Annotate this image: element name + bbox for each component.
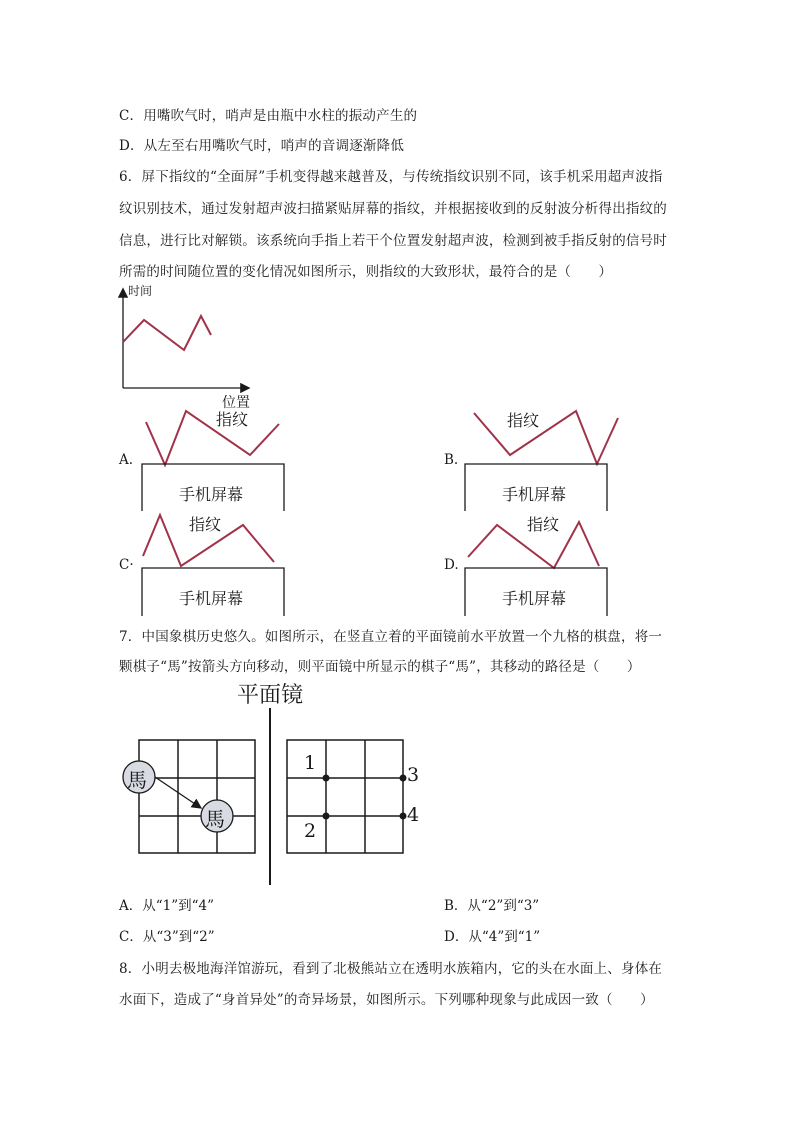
q7-option-c: C．从“3”到“2”: [119, 929, 215, 945]
q6-option-d-screen-label: 手机屏幕: [502, 589, 567, 608]
q6-option-b-letter: B.: [444, 452, 459, 468]
q6-stem-line3: 信息，进行比对解锁。该系统向手指上若干个位置发射超声波，检测到被手指反射的信号时: [119, 233, 667, 249]
q6-option-d-fingerprint-label: 指纹: [527, 515, 560, 534]
q7-option-a: A．从“1”到“4”: [119, 898, 215, 914]
q6-option-a-fingerprint-label: 指纹: [216, 410, 249, 429]
piece-end-label: 馬: [205, 807, 225, 831]
q6-option-c-screen-label: 手机屏幕: [179, 589, 244, 608]
q8-stem-line2: 水面下，造成了“身首异处”的奇异场景，如图所示。下列哪种现象与此成因一致（ ）: [119, 992, 654, 1008]
mirror-label: 平面镜: [237, 683, 304, 708]
q6-option-d-letter: D.: [444, 557, 459, 573]
point-1-label: 1: [304, 752, 317, 774]
point-3-dot: [400, 775, 407, 782]
q6-time-position-graph: [110, 284, 260, 409]
point-1-dot: [323, 775, 330, 782]
q6-option-a-letter: A.: [119, 452, 134, 468]
q5-option-c: C．用嘴吹气时，哨声是由瓶中水柱的振动产生的: [119, 108, 418, 124]
graph-y-label: 时间: [128, 284, 153, 298]
q6-option-b-fingerprint-label: 指纹: [507, 411, 540, 430]
real-chessboard: [139, 740, 255, 853]
point-4-dot: [400, 813, 407, 820]
q7-option-b: B．从“2”到“3”: [444, 898, 540, 914]
piece-start-label: 馬: [127, 768, 147, 792]
point-2-label: 2: [304, 820, 317, 842]
point-2-dot: [323, 813, 330, 820]
q6-option-c-letter: C·: [119, 557, 134, 573]
graph-curve: [123, 316, 211, 350]
q6-option-c-fingerprint-label: 指纹: [189, 515, 222, 534]
q7-option-d: D．从“4”到“1”: [444, 929, 541, 945]
q6-stem-line4: 所需的时间随位置的变化情况如图所示，则指纹的大致形状，最符合的是（ ）: [119, 264, 613, 280]
q7-stem-line2: 颗棋子“馬”按箭头方向移动，则平面镜中所显示的棋子“馬”，其移动的路径是（ ）: [119, 659, 641, 675]
q6-option-a-screen-label: 手机屏幕: [179, 485, 244, 504]
q8-stem-line1: 8．小明去极地海洋馆游玩，看到了北极熊站立在透明水族箱内，它的头在水面上、身体在: [119, 961, 663, 977]
q6-stem-line1: 6．屏下指纹的“全面屏”手机变得越来越普及，与传统指纹识别不同，该手机采用超声波指: [119, 169, 663, 185]
point-3-label: 3: [407, 764, 420, 786]
q6-option-b-screen-label: 手机屏幕: [502, 485, 567, 504]
q7-chessboard-figure: [115, 705, 425, 887]
q5-option-d: D．从左至右用嘴吹气时，哨声的音调逐渐降低: [119, 138, 405, 154]
graph-x-label: 位置: [222, 395, 250, 411]
q7-stem-line1: 7．中国象棋历史悠久。如图所示，在竖直立着的平面镜前水平放置一个九格的棋盘，将一: [119, 629, 663, 645]
q6-stem-line2: 纹识别技术，通过发射超声波扫描紧贴屏幕的指纹，并根据接收到的反射波分析得出指纹的: [119, 201, 667, 217]
point-4-label: 4: [407, 804, 420, 826]
